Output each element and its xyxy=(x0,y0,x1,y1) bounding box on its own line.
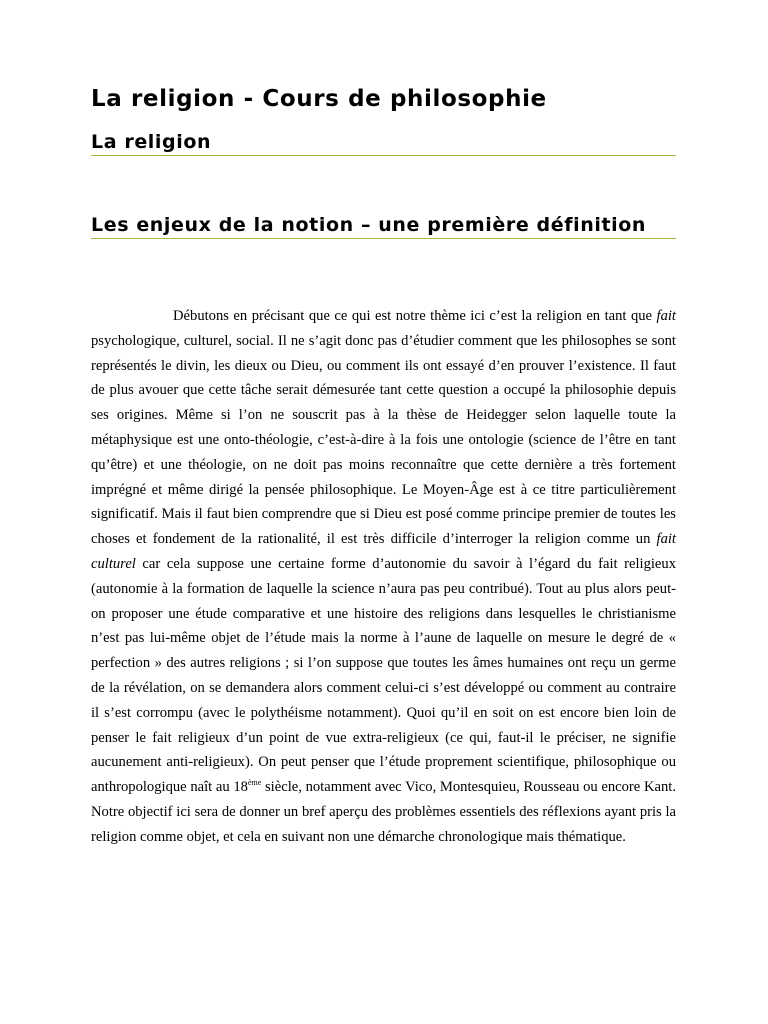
document-title: La religion - Cours de philosophie xyxy=(91,86,547,112)
paragraph-emphasis-fait-culturel: fait culturel xyxy=(91,531,676,572)
section-heading-enjeux: Les enjeux de la notion – une première définition xyxy=(91,214,676,239)
body-paragraph xyxy=(91,304,676,850)
paragraph-emphasis-fait: fait xyxy=(656,308,676,324)
paragraph-text-2: psychologique, culturel, social. Il ne s’agit donc pas d’étudier comment que les philosophes se sont représentés le divin, les dieux ou Dieu, ou comment ils ont essayé d’en prouver l’existence. Il faut de plus avouer que cette tâche serait démesurée tant cette question a occupé la philosophie depuis ses origines. Même si l’on ne souscrit pas à la thèse de Heidegger selon laquelle toute la métaphysique est une onto-théologie, c’est-à-dire à la fois une ontologie (science de l’être en tant qu’être) et une théologie, on ne doit pas moins reconnaître que cette dernière a très fortement imprégné et même dirigé la pensée philosophique. Le Moyen-Âge est à ce titre particulièrement significatif. Mais il faut bien comprendre que si Dieu est posé comme principe premier de toutes les choses et fondement de la rationalité, il est très difficile d’interroger la religion comme un xyxy=(91,332,676,548)
paragraph-text-4: siècle, notamment avec Vico, Montesquieu, Rousseau ou encore Kant. Notre objectif ici sera de donner un bref aperçu des problèmes essentiels des réflexions ayant pris la religion comme objet, et cela en suivant non une démarche chronologique mais thématique. xyxy=(91,779,676,845)
paragraph-text-1: Débutons en précisant que ce qui est notre thème ici c’est la religion en tant que xyxy=(173,308,657,324)
paragraph-superscript-eme: ème xyxy=(247,778,262,788)
paragraph-text-3: car cela suppose une certaine forme d’autonomie du savoir à l’égard du fait religieux (autonomie à la formation de laquelle la science n’aura pas peu contribué). Tout au plus alors peut-on proposer une étude comparative et une histoire des religions dans lesquelles le christianisme n’est pas lui-même objet de l’étude mais la norme à l’aune de laquelle on mesure le degré de « perfection » des autres religions ; si l’on suppose que toutes les âmes humaines ont reçu un germe de la révélation, on se demandera alors comment celui-ci s’est développé ou comment au contraire il s’est corrompu (avec le polythéisme notamment). Quoi qu’il en soit on est encore bien loin de penser le fait religieux d’un point de vue extra-religieux (ce qui, faut-il le préciser, ne signifie aucunement anti-religieux). On peut penser que l’étude proprement scientifique, philosophique ou anthropologique naît au 18 xyxy=(91,555,676,796)
section-heading-la-religion: La religion xyxy=(91,131,676,156)
